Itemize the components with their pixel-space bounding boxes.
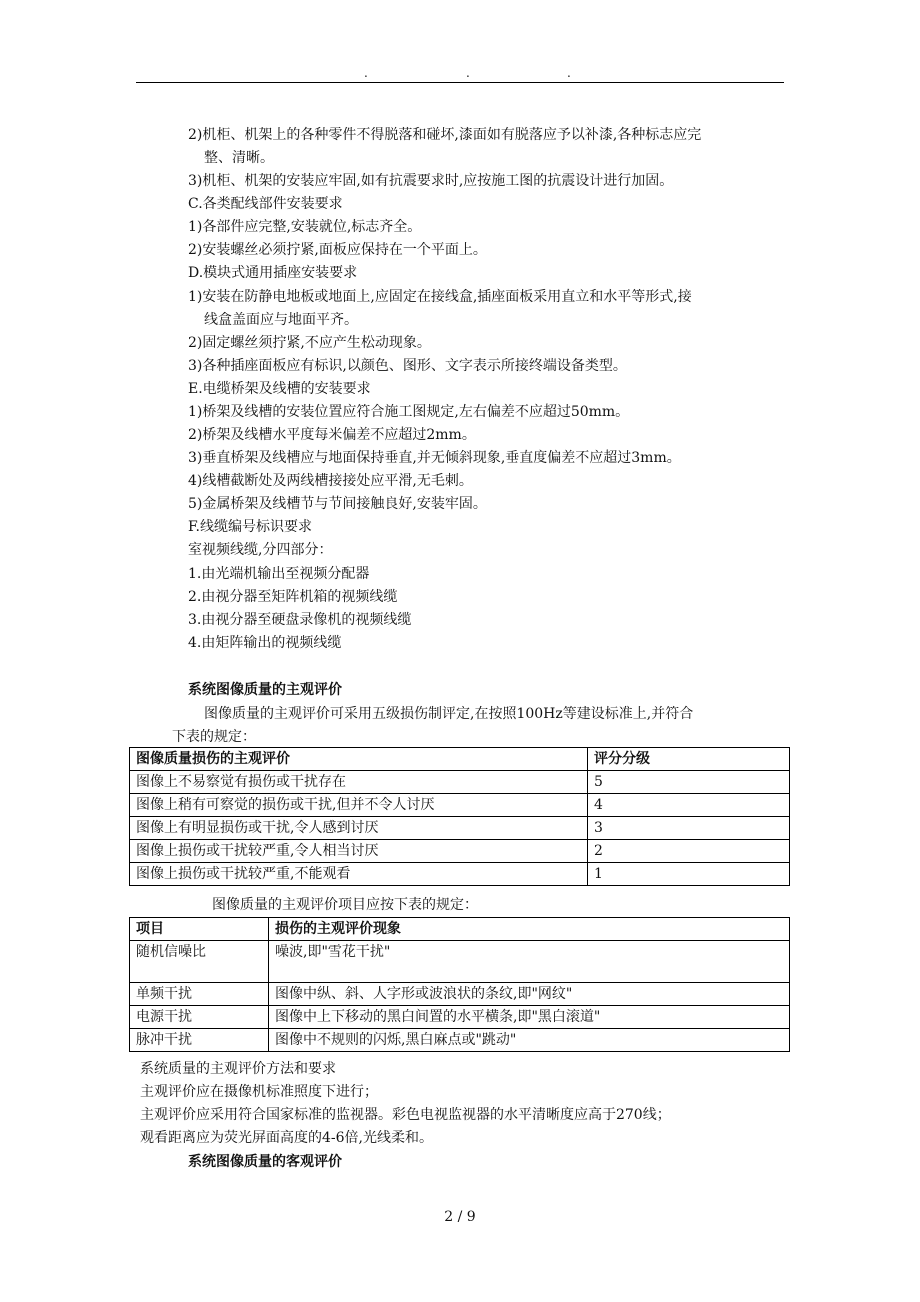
table-cell: 4 — [588, 794, 790, 817]
table-row — [130, 771, 790, 794]
text-line: 线盒盖面应与地面平齐。 — [204, 312, 358, 328]
text-line: 2.由视分器至矩阵机箱的视频线缆 — [188, 589, 398, 605]
text-line: 1)安装在防静电地板或地面上,应固定在接线盒,插座面板采用直立和水平等形式,接 — [188, 289, 692, 305]
text-line: 1)各部件应完整,安装就位,标志齐全。 — [188, 219, 422, 235]
text-line: 主观评价应在摄像机标准照度下进行； — [140, 1084, 378, 1100]
table-cell: 噪波,即"雪花干扰" — [269, 941, 790, 983]
table-cell: 单频干扰 — [130, 983, 269, 1006]
table-cell: 5 — [588, 771, 790, 794]
table-row — [130, 1029, 790, 1052]
table-caption: 图像质量的主观评价项目应按下表的规定： — [212, 897, 478, 913]
text-line: 系统质量的主观评价方法和要求 — [140, 1061, 336, 1077]
table-cell: 图像上稍有可察觉的损伤或干扰,但并不令人讨厌 — [130, 794, 588, 817]
table-row — [130, 941, 790, 983]
intro-text: 图像质量的主观评价可采用五级损伤制评定,在按照100Hz等建设标准上,并符合 — [204, 706, 694, 722]
table-header-row — [130, 748, 790, 771]
rating-table — [129, 747, 790, 886]
header-mark: . — [364, 66, 368, 80]
table-cell: 2 — [588, 840, 790, 863]
table-row — [130, 794, 790, 817]
table-header: 损伤的主观评价现象 — [269, 918, 790, 941]
section-heading: 系统图像质量的客观评价 — [188, 1154, 342, 1170]
table-cell: 图像中上下移动的黑白间置的水平横条,即"黑白滚道" — [269, 1006, 790, 1029]
table-header: 评分分级 — [588, 748, 790, 771]
evaluation-items-table — [129, 917, 790, 1052]
text-line: E.电缆桥架及线槽的安装要求 — [188, 381, 371, 397]
table-cell: 图像上不易察觉有损伤或干扰存在 — [130, 771, 588, 794]
page-number: 2 / 9 — [444, 1209, 476, 1225]
table-cell: 电源干扰 — [130, 1006, 269, 1029]
table-header-row — [130, 918, 790, 941]
table-cell: 脉冲干扰 — [130, 1029, 269, 1052]
text-line: C.各类配线部件安装要求 — [188, 196, 343, 212]
header-mark: . — [466, 66, 470, 80]
text-line: 3)各种插座面板应有标识,以颜色、图形、文字表示所接终端设备类型。 — [188, 358, 627, 374]
text-line: 2)安装螺丝必须拧紧,面板应保持在一个平面上。 — [188, 242, 487, 258]
text-line: 3.由视分器至硬盘录像机的视频线缆 — [188, 612, 412, 628]
text-line: 1.由光端机输出至视频分配器 — [188, 566, 370, 582]
table-cell: 1 — [588, 863, 790, 886]
table-row — [130, 817, 790, 840]
header-rule — [136, 82, 784, 83]
table-cell: 随机信噪比 — [130, 941, 269, 983]
text-line: 4.由矩阵输出的视频线缆 — [188, 635, 342, 651]
section-heading: 系统图像质量的主观评价 — [188, 682, 342, 698]
text-line: 整、清晰。 — [204, 150, 274, 166]
table-header: 图像质量损伤的主观评价 — [130, 748, 588, 771]
text-line: F.线缆编号标识要求 — [188, 519, 312, 535]
table-cell: 图像中纵、斜、人字形或波浪状的条纹,即"网纹" — [269, 983, 790, 1006]
table-row — [130, 1006, 790, 1029]
text-line: 2)桥架及线槽水平度每米偏差不应超过2mm。 — [188, 427, 476, 443]
text-line: 主观评价应采用符合国家标准的监视器。彩色电视监视器的水平清晰度应高于270线； — [140, 1107, 671, 1123]
text-line: 2)机柜、机架上的各种零件不得脱落和碰坏,漆面如有脱落应予以补漆,各种标志应完 — [188, 127, 702, 143]
table-row — [130, 983, 790, 1006]
text-line: 室视频线缆,分四部分： — [188, 542, 333, 558]
table-cell: 图像中不规则的闪烁,黑白麻点或"跳动" — [269, 1029, 790, 1052]
table-cell: 3 — [588, 817, 790, 840]
text-line: 3)机柜、机架的安装应牢固,如有抗震要求时,应按施工图的抗震设计进行加固。 — [188, 173, 674, 189]
header-marks — [0, 66, 920, 80]
table-cell: 图像上损伤或干扰较严重,不能观看 — [130, 863, 588, 886]
table-row — [130, 863, 790, 886]
text-line: 3)垂直桥架及线槽应与地面保持垂直,并无倾斜现象,垂直度偏差不应超过3mm。 — [188, 450, 681, 466]
text-line: 4)线槽截断处及两线槽接接处应平滑,无毛刺。 — [188, 473, 473, 489]
table-cell: 图像上损伤或干扰较严重,令人相当讨厌 — [130, 840, 588, 863]
text-line: 2)固定螺丝须拧紧,不应产生松动现象。 — [188, 335, 431, 351]
table-cell: 图像上有明显损伤或干扰,令人感到讨厌 — [130, 817, 588, 840]
text-line: 1)桥架及线槽的安装位置应符合施工图规定,左右偏差不应超过50mm。 — [188, 404, 630, 420]
table-header: 项目 — [130, 918, 269, 941]
intro-text: 下表的规定： — [172, 729, 256, 745]
text-line: D.模块式通用插座安装要求 — [188, 265, 358, 281]
text-line: 5)金属桥架及线槽节与节间接触良好,安装牢固。 — [188, 496, 487, 512]
text-line: 观看距离应为荧光屏面高度的4-6倍,光线柔和。 — [140, 1130, 433, 1146]
header-mark: . — [567, 66, 571, 80]
table-row — [130, 840, 790, 863]
